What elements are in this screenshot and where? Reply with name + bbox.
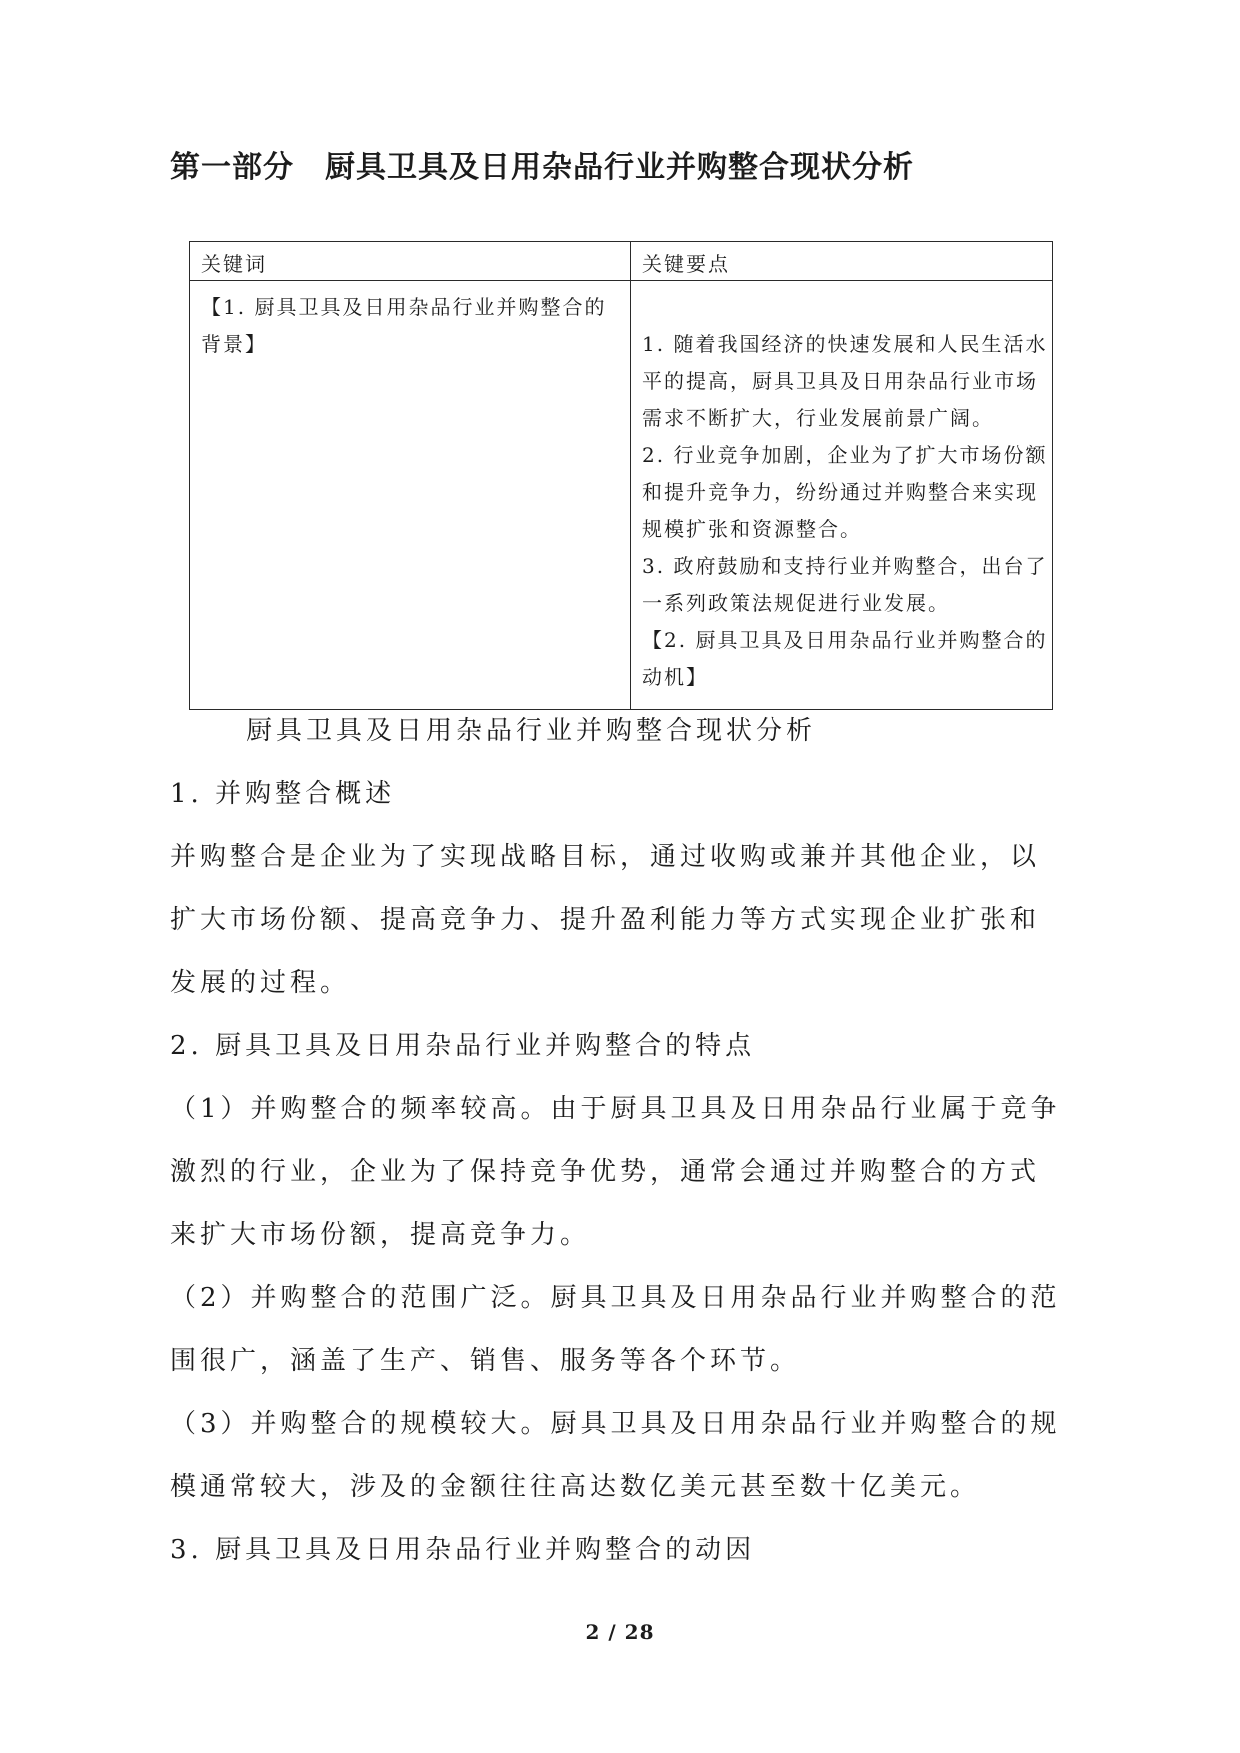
page-title: 第一部分 厨具卫具及日用杂品行业并购整合现状分析 xyxy=(170,150,914,185)
keypoint-line: 需求不断扩大，行业发展前景广阔。 xyxy=(642,406,994,430)
keypoint-line: 一系列政策法规促进行业发展。 xyxy=(642,591,950,615)
body-text xyxy=(170,700,1072,1582)
body-paragraph-line: 围很广，涵盖了生产、销售、服务等各个环节。 xyxy=(170,1346,801,1376)
keypoint-line: 平的提高，厨具卫具及日用杂品行业市场 xyxy=(642,369,1038,393)
table-row xyxy=(190,281,1053,710)
body-paragraph-line: 模通常较大，涉及的金额往往高达数亿美元甚至数十亿美元。 xyxy=(170,1472,981,1502)
body-paragraph-line: 发展的过程。 xyxy=(170,968,351,998)
body-paragraph-line: 并购整合是企业为了实现战略目标，通过收购或兼并其他企业，以 xyxy=(170,842,1041,872)
body-paragraph-line: 扩大市场份额、提高竞争力、提升盈利能力等方式实现企业扩张和 xyxy=(170,905,1041,935)
body-heading: 3. 厨具卫具及日用杂品行业并购整合的动因 xyxy=(170,1535,756,1565)
keypoint-line: 2. 行业竞争加剧，企业为了扩大市场份额 xyxy=(642,443,1048,467)
body-subtitle: 厨具卫具及日用杂品行业并购整合现状分析 xyxy=(246,716,817,746)
keypoints-cell xyxy=(631,281,1053,710)
keyword-table xyxy=(189,241,1053,710)
body-heading: 1. 并购整合概述 xyxy=(170,779,396,809)
keypoint-line: 和提升竞争力，纷纷通过并购整合来实现 xyxy=(642,480,1038,504)
keyword-cell xyxy=(190,281,631,710)
page-number: 2 / 28 xyxy=(585,1620,655,1644)
body-paragraph-line: 来扩大市场份额，提高竞争力。 xyxy=(170,1220,591,1250)
body-heading: 2. 厨具卫具及日用杂品行业并购整合的特点 xyxy=(170,1031,756,1061)
keypoint-line: 【2. 厨具卫具及日用杂品行业并购整合的 xyxy=(642,628,1048,652)
table-header-keyword: 关键词 xyxy=(190,242,631,281)
keypoint-line xyxy=(642,289,1041,326)
body-paragraph-line: （3）并购整合的规模较大。厨具卫具及日用杂品行业并购整合的规 xyxy=(170,1409,1061,1439)
body-paragraph-line: （2）并购整合的范围广泛。厨具卫具及日用杂品行业并购整合的范 xyxy=(170,1283,1061,1313)
keypoint-line: 规模扩张和资源整合。 xyxy=(642,517,862,541)
body-paragraph-line: 激烈的行业，企业为了保持竞争优势，通常会通过并购整合的方式 xyxy=(170,1157,1041,1187)
keyword-line: 【1. 厨具卫具及日用杂品行业并购整合的 xyxy=(201,295,607,319)
body-paragraph-line: （1）并购整合的频率较高。由于厨具卫具及日用杂品行业属于竞争 xyxy=(170,1094,1061,1124)
table-header-keypoints: 关键要点 xyxy=(631,242,1053,281)
keyword-line: 背景】 xyxy=(201,332,267,356)
keypoint-line: 3. 政府鼓励和支持行业并购整合，出台了 xyxy=(642,554,1048,578)
keypoint-line: 动机】 xyxy=(642,665,708,689)
table-header-row xyxy=(190,242,1053,281)
keypoint-line: 1. 随着我国经济的快速发展和人民生活水 xyxy=(642,332,1048,356)
